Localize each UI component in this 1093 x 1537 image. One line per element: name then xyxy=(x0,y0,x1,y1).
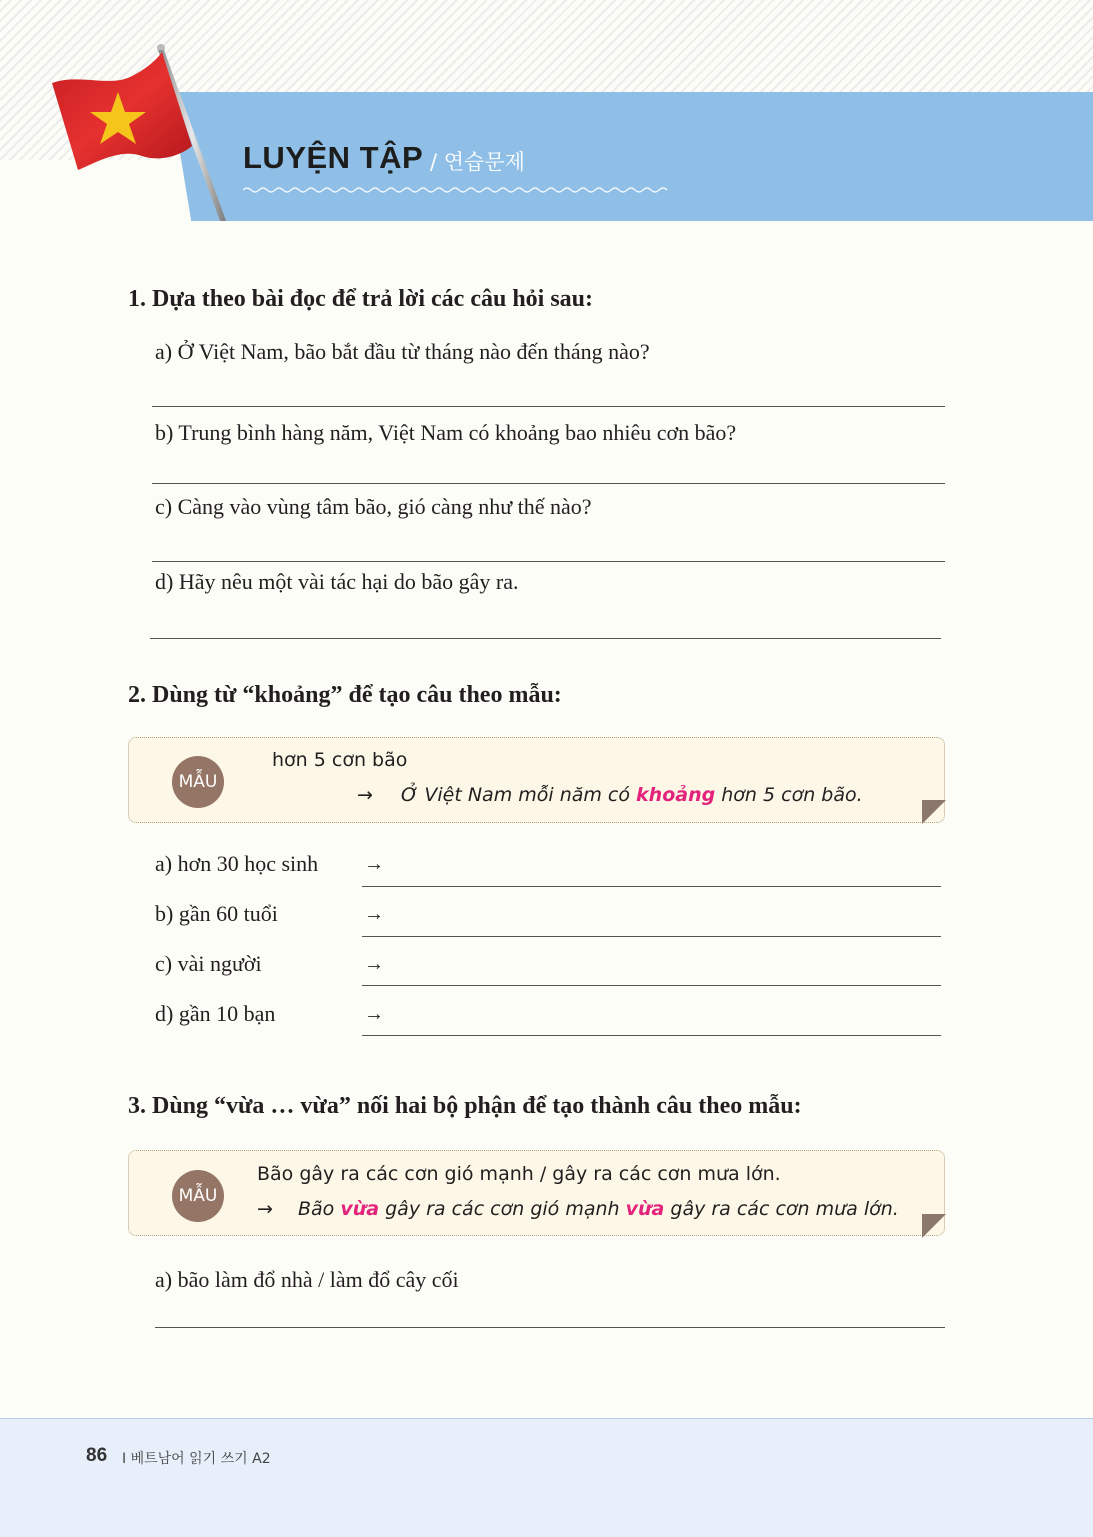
section3-heading: 3. Dùng “vừa … vừa” nối hai bộ phận để tạo thành câu theo mẫu: xyxy=(128,1093,802,1119)
section3-example-prompt: Bão gây ra các cơn gió mạnh / gây ra các cơn mưa lớn. xyxy=(257,1163,781,1185)
section2-example-box xyxy=(128,737,945,823)
vietnam-flag-icon xyxy=(40,38,240,228)
section2-item-d: d) gần 10 bạn xyxy=(155,1001,276,1026)
answer-line-1c[interactable] xyxy=(152,561,945,562)
answer-line-2d[interactable] xyxy=(362,1035,941,1036)
example-answer-part: Bão xyxy=(298,1198,341,1220)
book-title: I 베트남어 읽기 쓰기 A2 xyxy=(122,1451,271,1467)
section2-item-b: b) gần 60 tuổi xyxy=(155,901,278,926)
section3-mau-badge: MẪU xyxy=(172,1170,224,1222)
section2-example-prompt: hơn 5 cơn bão xyxy=(272,749,408,771)
section2-item-c: c) vài người xyxy=(155,951,262,976)
section2-item-arrow: → xyxy=(364,853,384,875)
section3-example-arrow: → xyxy=(257,1198,273,1220)
example-answer-part: gây ra các cơn mưa lớn. xyxy=(664,1198,899,1220)
example-answer-highlight: vừa xyxy=(340,1198,380,1220)
section2-heading: 2. Dùng từ “khoảng” để tạo câu theo mẫu: xyxy=(128,682,562,708)
page-title: LUYỆN TẬP xyxy=(243,140,424,175)
example-answer-highlight: vừa xyxy=(625,1198,665,1220)
example-answer-part: hơn 5 cơn bão. xyxy=(715,784,863,806)
answer-line-3a[interactable] xyxy=(155,1327,945,1328)
section3-example-answer xyxy=(298,1198,899,1220)
section2-mau-badge: MẪU xyxy=(172,756,224,808)
title-wave-divider xyxy=(243,186,668,194)
page-footer xyxy=(0,1418,1093,1537)
answer-line-2b[interactable] xyxy=(362,936,941,937)
answer-line-1b[interactable] xyxy=(152,483,945,484)
section1-question-d: d) Hãy nêu một vài tác hại do bão gây ra. xyxy=(155,569,519,594)
section2-item-arrow: → xyxy=(364,903,384,925)
section2-example-answer xyxy=(401,784,863,806)
section1-heading: 1. Dựa theo bài đọc để trả lời các câu hỏi sau: xyxy=(128,286,594,312)
section1-question-c: c) Càng vào vùng tâm bão, gió càng như thế nào? xyxy=(155,494,592,519)
answer-line-1d[interactable] xyxy=(150,638,941,639)
section2-item-arrow: → xyxy=(364,953,384,975)
page-number: 86 xyxy=(86,1445,108,1466)
page-subtitle: / 연습문제 xyxy=(430,150,525,174)
section2-item-arrow: → xyxy=(364,1003,384,1025)
example-answer-part: Ở Việt Nam mỗi năm có xyxy=(401,784,637,806)
section1-question-b: b) Trung bình hàng năm, Việt Nam có khoảng bao nhiêu cơn bão? xyxy=(155,420,737,445)
answer-line-2a[interactable] xyxy=(362,886,941,887)
section1-question-a: a) Ở Việt Nam, bão bắt đầu từ tháng nào đến tháng nào? xyxy=(155,339,650,364)
example-answer-highlight: khoảng xyxy=(636,784,716,806)
answer-line-2c[interactable] xyxy=(362,985,941,986)
example-answer-part: gây ra các cơn gió mạnh xyxy=(379,1198,626,1220)
section3-item-a: a) bão làm đổ nhà / làm đổ cây cối xyxy=(155,1267,459,1292)
answer-line-1a[interactable] xyxy=(152,406,945,407)
section2-item-a: a) hơn 30 học sinh xyxy=(155,851,319,876)
section2-example-arrow: → xyxy=(357,784,373,806)
